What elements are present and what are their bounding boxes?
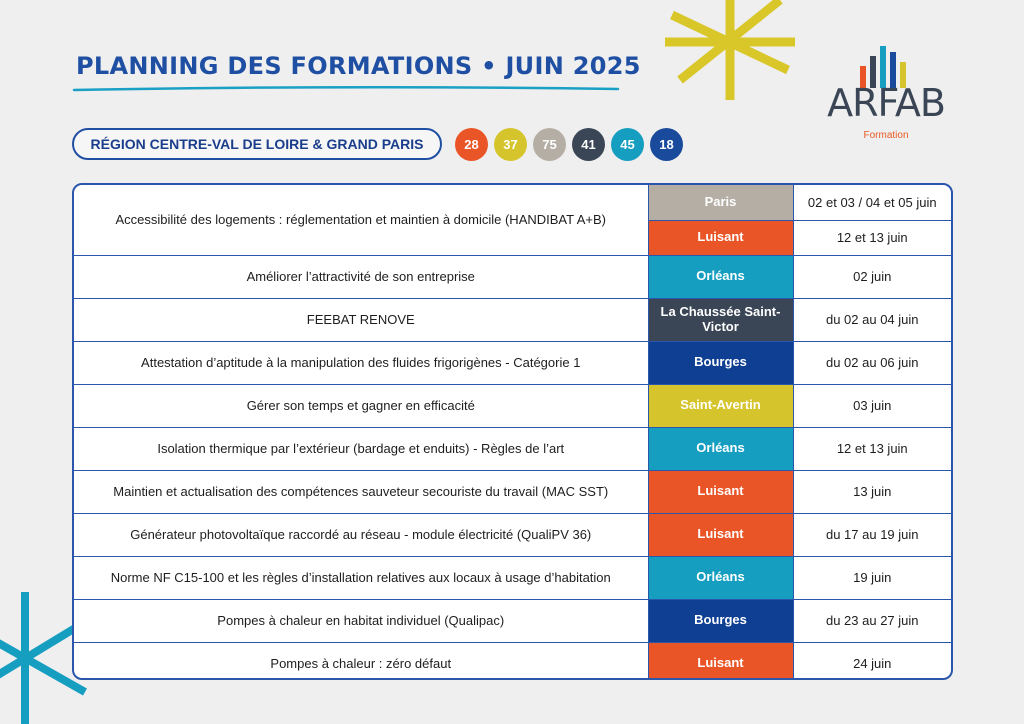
training-dates: du 23 au 27 juin — [793, 599, 951, 642]
training-title: Générateur photovoltaïque raccordé au réseau - module électricité (QualiPV 36) — [74, 513, 648, 556]
yellow-star-decoration — [660, 0, 800, 105]
training-location: Luisant — [648, 470, 793, 513]
training-location: Paris — [648, 185, 793, 220]
training-dates: 12 et 13 juin — [793, 220, 951, 255]
training-title: Accessibilité des logements : réglementation et maintien à domicile (HANDIBAT A+B) — [74, 185, 648, 255]
training-schedule-table — [72, 183, 953, 680]
arfab-logo-text: ARFAB — [827, 81, 945, 125]
table-row — [74, 642, 951, 680]
department-badge-18: 18 — [650, 128, 683, 161]
table-row — [74, 384, 951, 427]
training-dates: du 02 au 04 juin — [793, 298, 951, 341]
training-title: Pompes à chaleur en habitat individuel (Qualipac) — [74, 599, 648, 642]
training-title: Améliorer l’attractivité de son entreprise — [74, 255, 648, 298]
training-location: La Chaussée Saint-Victor — [648, 298, 793, 341]
page-title: PLANNING DES FORMATIONS • JUIN 2025 — [76, 52, 641, 80]
training-dates: 24 juin — [793, 642, 951, 680]
training-title: Pompes à chaleur : zéro défaut — [74, 642, 648, 680]
department-badge-37: 37 — [494, 128, 527, 161]
training-title: FEEBAT RENOVE — [74, 298, 648, 341]
training-dates: 13 juin — [793, 470, 951, 513]
training-dates: 12 et 13 juin — [793, 427, 951, 470]
training-location: Luisant — [648, 642, 793, 680]
region-label — [72, 128, 442, 160]
training-dates: du 17 au 19 juin — [793, 513, 951, 556]
training-location: Orléans — [648, 255, 793, 298]
training-title: Maintien et actualisation des compétences sauveteur secouriste du travail (MAC SST) — [74, 470, 648, 513]
table-row — [74, 255, 951, 298]
training-location: Bourges — [648, 599, 793, 642]
training-dates: 03 juin — [793, 384, 951, 427]
table-row — [74, 513, 951, 556]
department-badge-75: 75 — [533, 128, 566, 161]
department-badge-41: 41 — [572, 128, 605, 161]
training-location: Orléans — [648, 427, 793, 470]
table-row — [74, 298, 951, 341]
table-row — [74, 341, 951, 384]
training-location: Orléans — [648, 556, 793, 599]
training-location: Luisant — [648, 513, 793, 556]
region-text: RÉGION CENTRE-VAL DE LOIRE & GRAND PARIS — [90, 136, 424, 152]
training-dates: 19 juin — [793, 556, 951, 599]
training-title: Gérer son temps et gagner en efficacité — [74, 384, 648, 427]
table-row — [74, 470, 951, 513]
table-row — [74, 427, 951, 470]
table-row — [74, 599, 951, 642]
training-dates: du 02 au 06 juin — [793, 341, 951, 384]
training-location: Luisant — [648, 220, 793, 255]
department-badge-45: 45 — [611, 128, 644, 161]
training-location: Saint-Avertin — [648, 384, 793, 427]
training-dates: 02 juin — [793, 255, 951, 298]
training-location: Bourges — [648, 341, 793, 384]
training-dates: 02 et 03 / 04 et 05 juin — [793, 185, 951, 220]
department-badge-28: 28 — [455, 128, 488, 161]
training-title: Attestation d’aptitude à la manipulation des fluides frigorigènes - Catégorie 1 — [74, 341, 648, 384]
department-badges — [455, 128, 683, 161]
training-title: Isolation thermique par l’extérieur (bardage et enduits) - Règles de l’art — [74, 427, 648, 470]
title-underline — [72, 84, 620, 94]
table-row — [74, 185, 951, 220]
table-row — [74, 556, 951, 599]
training-title: Norme NF C15-100 et les règles d’installation relatives aux locaux à usage d’habitation — [74, 556, 648, 599]
arfab-logo-subtitle: Formation — [863, 130, 909, 141]
